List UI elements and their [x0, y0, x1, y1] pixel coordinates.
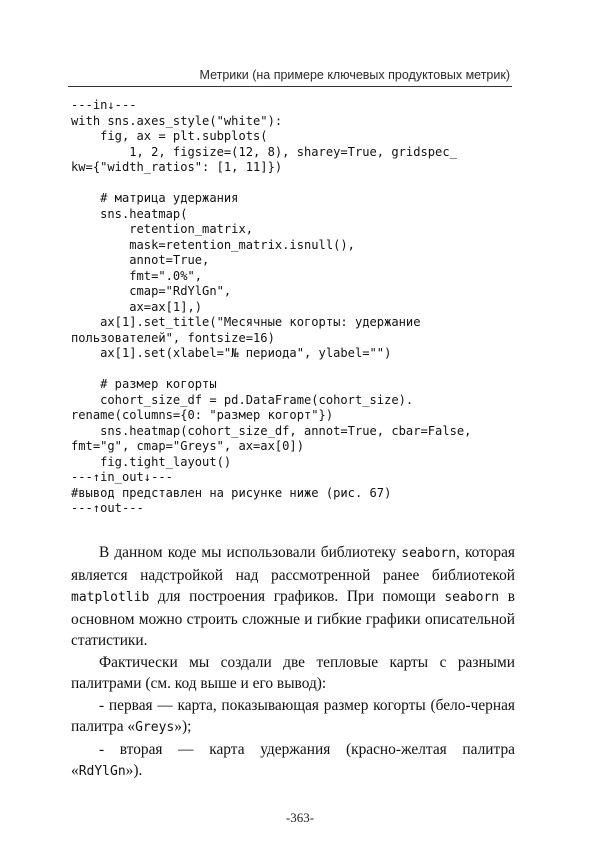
code-line: mask=retention_matrix.isnull(), [71, 237, 355, 252]
code-line: ax[1].set_title("Месячные когорты: удержание [71, 315, 421, 329]
text-run: В данном коде мы использовали библиотеку [99, 544, 402, 561]
code-line [71, 176, 521, 192]
header-rule [68, 86, 512, 87]
code-term: seaborn [401, 546, 457, 561]
text-run: »); [174, 718, 192, 735]
code-line: пользователей", fontsize=16) [71, 330, 275, 345]
list-item [71, 695, 515, 739]
text-run: для построения графиков. При помощи [149, 588, 445, 605]
code-term: Greys [135, 720, 175, 735]
list-item [71, 739, 515, 783]
code-line [71, 362, 521, 378]
code-line: rename(columns={0: "размер когорт"}) [71, 408, 334, 422]
code-line: 1, 2, figsize=(12, 8), sharey=True, gridspec_ [71, 144, 457, 159]
code-line: retention_matrix, [71, 222, 254, 236]
text-run: »). [125, 762, 143, 779]
paragraph-heatmaps: Фактически мы создали две тепловые карты с разными палитрами (см. код выше и его вывод): [71, 653, 515, 692]
code-line: ---in↓--- [71, 98, 137, 112]
code-listing [71, 98, 521, 517]
code-line: sns.heatmap(cohort_size_df, annot=True, cbar=False, [71, 423, 472, 438]
code-line: ---↑out--- [71, 501, 144, 515]
text-run: , которая является надстройкой над рассмотренной ранее библиотекой [71, 544, 515, 584]
code-term: RdYlGn [78, 764, 126, 779]
text-run: - первая — карта, показывающая размер когорты (бело-черная палитра « [71, 696, 515, 735]
code-line: cmap="RdYlGn", [71, 284, 232, 298]
code-line: # размер когорты [71, 377, 217, 391]
code-line: # матрица удержания [71, 191, 239, 205]
code-line: #вывод представлен на рисунке ниже (рис. 67) [71, 485, 392, 500]
code-line: fig, ax = plt.subplots( [71, 129, 268, 143]
code-line: ax=ax[1],) [71, 299, 203, 314]
code-line: with sns.axes_style("white"): [71, 113, 283, 128]
code-line: cohort_size_df = pd.DataFrame(cohort_size). [71, 392, 414, 407]
page-number: -363- [285, 810, 315, 825]
code-term: matplotlib [71, 590, 150, 605]
code-line: fig.tight_layout() [71, 454, 232, 469]
code-term: seaborn [444, 590, 500, 605]
code-line: annot=True, [71, 253, 210, 267]
paragraph-seaborn [71, 542, 515, 652]
code-line: ---↑in_out↓--- [71, 470, 173, 484]
body-text [71, 542, 515, 783]
code-line: fmt="g", cmap="Greys", ax=ax[0]) [71, 439, 304, 453]
text-run: - вторая — карта удержания (красно-желтая палитра « [71, 740, 515, 779]
code-line: sns.heatmap( [71, 206, 188, 221]
code-line: ax[1].set(xlabel="№ периода", ylabel="") [71, 346, 392, 360]
running-header: Метрики (на примере ключевых продуктовых метрик) [199, 68, 510, 82]
code-line: fmt=".0%", [71, 268, 203, 283]
code-line: kw={"width_ratios": [1, 11]}) [71, 160, 283, 174]
text-run: в основном можно строить сложные и гибкие графики описательной статистики. [71, 588, 515, 649]
